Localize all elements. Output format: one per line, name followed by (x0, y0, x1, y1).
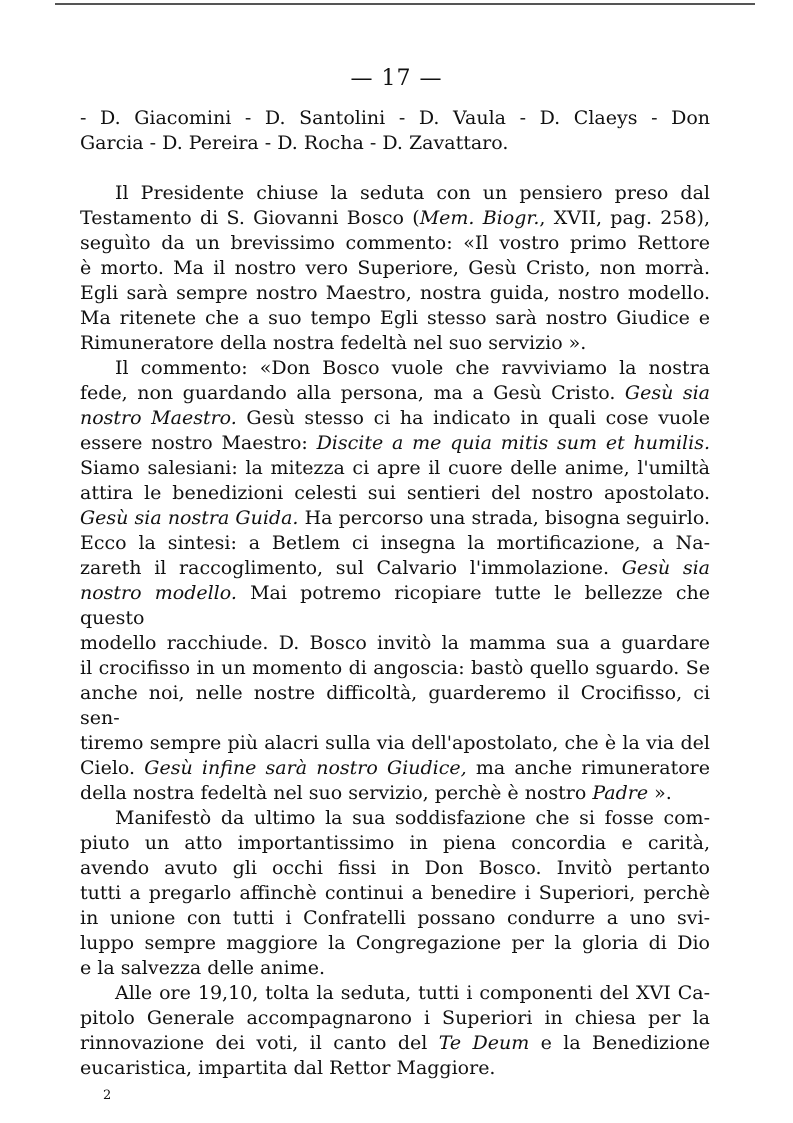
text-line: piuto un atto importantissimo in piena concordia e carità, (80, 832, 710, 854)
text-line: zareth il raccoglimento, sul Calvario l'immolazione. Gesù sia (80, 557, 710, 579)
text-line: pitolo Generale accompagnarono i Superiori in chiesa per la (80, 1007, 710, 1029)
text-line: Rimuneratore della nostra fedeltà nel suo servizio ». (80, 332, 587, 354)
top-rule (55, 3, 755, 5)
text-line: tutti a pregarlo affinchè continui a benedire i Superiori, perchè (80, 882, 710, 904)
paragraph-commentary (80, 356, 710, 806)
text-line: attira le benedizioni celesti sui sentieri del nostro apostolato. (80, 482, 710, 504)
page-number: — 17 — (350, 66, 443, 91)
text-line: modello racchiude. D. Bosco invitò la mamma sua a guardare (80, 632, 710, 654)
text-line: Cielo. Gesù infine sarà nostro Giudice, ma anche rimuneratore (80, 757, 710, 779)
signature-mark: 2 (103, 1088, 112, 1103)
text-line: - D. Giacomini - D. Santolini - D. Vaula - D. Claeys - Don (80, 107, 710, 129)
paragraph-adjournment (80, 981, 710, 1081)
text-line: Gesù sia nostra Guida. Ha percorso una strada, bisogna seguirlo. (80, 507, 710, 529)
text-line: tiremo sempre più alacri sulla via dell'apostolato, che è la via del (80, 732, 710, 754)
text-line: Siamo salesiani: la mitezza ci apre il cuore delle anime, l'umiltà (80, 457, 710, 479)
text-line: della nostra fedeltà nel suo servizio, perchè è nostro Padre ». (80, 782, 672, 804)
text-line: Il commento: «Don Bosco vuole che ravviviamo la nostra (115, 357, 710, 379)
text-line: Manifestò da ultimo la sua soddisfazione che si fosse com- (115, 807, 710, 829)
body-text (80, 106, 710, 1081)
text-line: Ma ritenete che a suo tempo Egli stesso sarà nostro Giudice e (80, 307, 710, 329)
paragraph-closing-thought (80, 181, 710, 356)
text-line: nostro modello. Mai potremo ricopiare tutte le bellezze che questo (80, 582, 710, 629)
text-line: Testamento di S. Giovanni Bosco (Mem. Biogr., XVII, pag. 258), (80, 207, 710, 229)
text-line: rinnovazione dei voti, il canto del Te Deum e la Benedizione (80, 1032, 710, 1054)
text-line: essere nostro Maestro: Discite a me quia mitis sum et humilis. (80, 432, 710, 454)
text-line: e la salvezza delle anime. (80, 957, 326, 979)
text-line: anche noi, nelle nostre difficoltà, guarderemo il Crocifisso, ci sen- (80, 682, 710, 729)
text-line: seguìto da un brevissimo commento: «Il vostro primo Rettore (80, 232, 710, 254)
text-line: fede, non guardando alla persona, ma a Gesù Cristo. Gesù sia (80, 382, 710, 404)
text-line: è morto. Ma il nostro vero Superiore, Gesù Cristo, non morrà. (80, 257, 710, 279)
paragraph-satisfaction (80, 806, 710, 981)
paragraph-attendees (80, 106, 710, 156)
text-line: Ecco la sintesi: a Betlem ci insegna la mortificazione, a Na- (80, 532, 710, 554)
text-line: eucaristica, impartita dal Rettor Maggiore. (80, 1057, 496, 1079)
text-line: il crocifisso in un momento di angoscia: bastò quello sguardo. Se (80, 657, 710, 679)
text-line: avendo avuto gli occhi fissi in Don Bosco. Invitò pertanto (80, 857, 710, 879)
citation-italic: Mem. Biogr. (419, 207, 540, 229)
text-line: in unione con tutti i Confratelli possano condurre a uno svi- (80, 907, 710, 929)
text-line: luppo sempre maggiore la Congregazione per la gloria di Dio (80, 932, 710, 954)
text-line: nostro Maestro. Gesù stesso ci ha indicato in quali cose vuole (80, 407, 710, 429)
text-line: Alle ore 19,10, tolta la seduta, tutti i componenti del XVI Ca- (115, 982, 710, 1004)
text-line: Garcia - D. Pereira - D. Rocha - D. Zavattaro. (80, 132, 509, 154)
text-line: Egli sarà sempre nostro Maestro, nostra guida, nostro modello. (80, 282, 710, 304)
text-line: Il Presidente chiuse la seduta con un pensiero preso dal (115, 182, 710, 204)
